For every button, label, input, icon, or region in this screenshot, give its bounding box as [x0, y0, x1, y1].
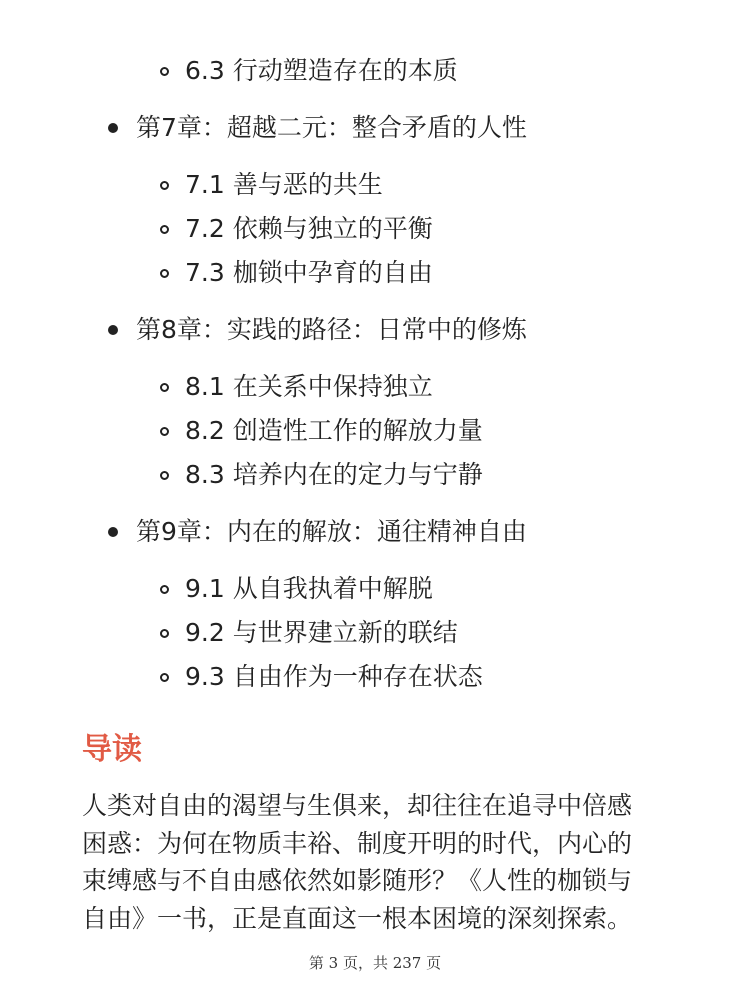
toc-section-label: 7.2 依赖与独立的平衡	[185, 214, 433, 243]
paragraph-line: 困惑：为何在物质丰裕、制度开明的时代，内心的	[82, 828, 633, 858]
toc-chapter-7	[108, 103, 527, 153]
hollow-bullet-icon	[160, 67, 169, 76]
hollow-bullet-icon	[160, 383, 169, 392]
toc-chapter-label: 第8章：实践的路径：日常中的修炼	[136, 315, 527, 344]
hollow-bullet-icon	[160, 629, 169, 638]
toc-section-8-1	[160, 362, 433, 412]
toc-section-label: 8.2 创造性工作的解放力量	[185, 416, 483, 445]
hollow-bullet-icon	[160, 427, 169, 436]
toc-section-9-1	[160, 564, 433, 614]
page-number-footer: 第 3 页，共 237 页	[308, 954, 442, 972]
toc-section-8-2	[160, 406, 483, 456]
paragraph-line: 束缚感与不自由感依然如影随形？《人性的枷锁与	[82, 866, 633, 895]
intro-heading: 导读	[82, 732, 142, 767]
intro-paragraph	[82, 787, 672, 937]
toc-section-label: 6.3 行动塑造存在的本质	[185, 56, 458, 85]
paragraph-line: 自由》一书，正是直面这一根本困境的深刻探索。	[82, 903, 633, 933]
toc-section-label: 8.3 培养内在的定力与宁静	[185, 460, 483, 489]
filled-bullet-icon	[108, 123, 118, 133]
hollow-bullet-icon	[160, 225, 169, 234]
hollow-bullet-icon	[160, 585, 169, 594]
toc-section-7-1	[160, 160, 383, 210]
toc-section-9-3	[160, 652, 483, 702]
toc-chapter-label: 第9章：内在的解放：通往精神自由	[136, 517, 527, 546]
paragraph-line: 人类对自由的渴望与生俱来，却往往在追寻中倍感	[82, 791, 633, 820]
toc-section-label: 9.1 从自我执着中解脱	[185, 574, 433, 603]
toc-section-9-2	[160, 608, 458, 658]
toc-section-label: 9.3 自由作为一种存在状态	[185, 662, 483, 691]
hollow-bullet-icon	[160, 673, 169, 682]
toc-section-label: 7.3 枷锁中孕育的自由	[185, 258, 433, 287]
filled-bullet-icon	[108, 527, 118, 537]
toc-chapter-label: 第7章：超越二元：整合矛盾的人性	[136, 113, 527, 142]
toc-section-label: 8.1 在关系中保持独立	[185, 372, 433, 401]
toc-chapter-9	[108, 507, 527, 557]
toc-section-7-3	[160, 248, 433, 298]
toc-section-label: 7.1 善与恶的共生	[185, 170, 383, 199]
hollow-bullet-icon	[160, 269, 169, 278]
toc-section-6-3	[160, 46, 458, 96]
hollow-bullet-icon	[160, 471, 169, 480]
toc-section-8-3	[160, 450, 483, 500]
toc-chapter-8	[108, 305, 527, 355]
hollow-bullet-icon	[160, 181, 169, 190]
filled-bullet-icon	[108, 325, 118, 335]
toc-section-7-2	[160, 204, 433, 254]
toc-section-label: 9.2 与世界建立新的联结	[185, 618, 458, 647]
